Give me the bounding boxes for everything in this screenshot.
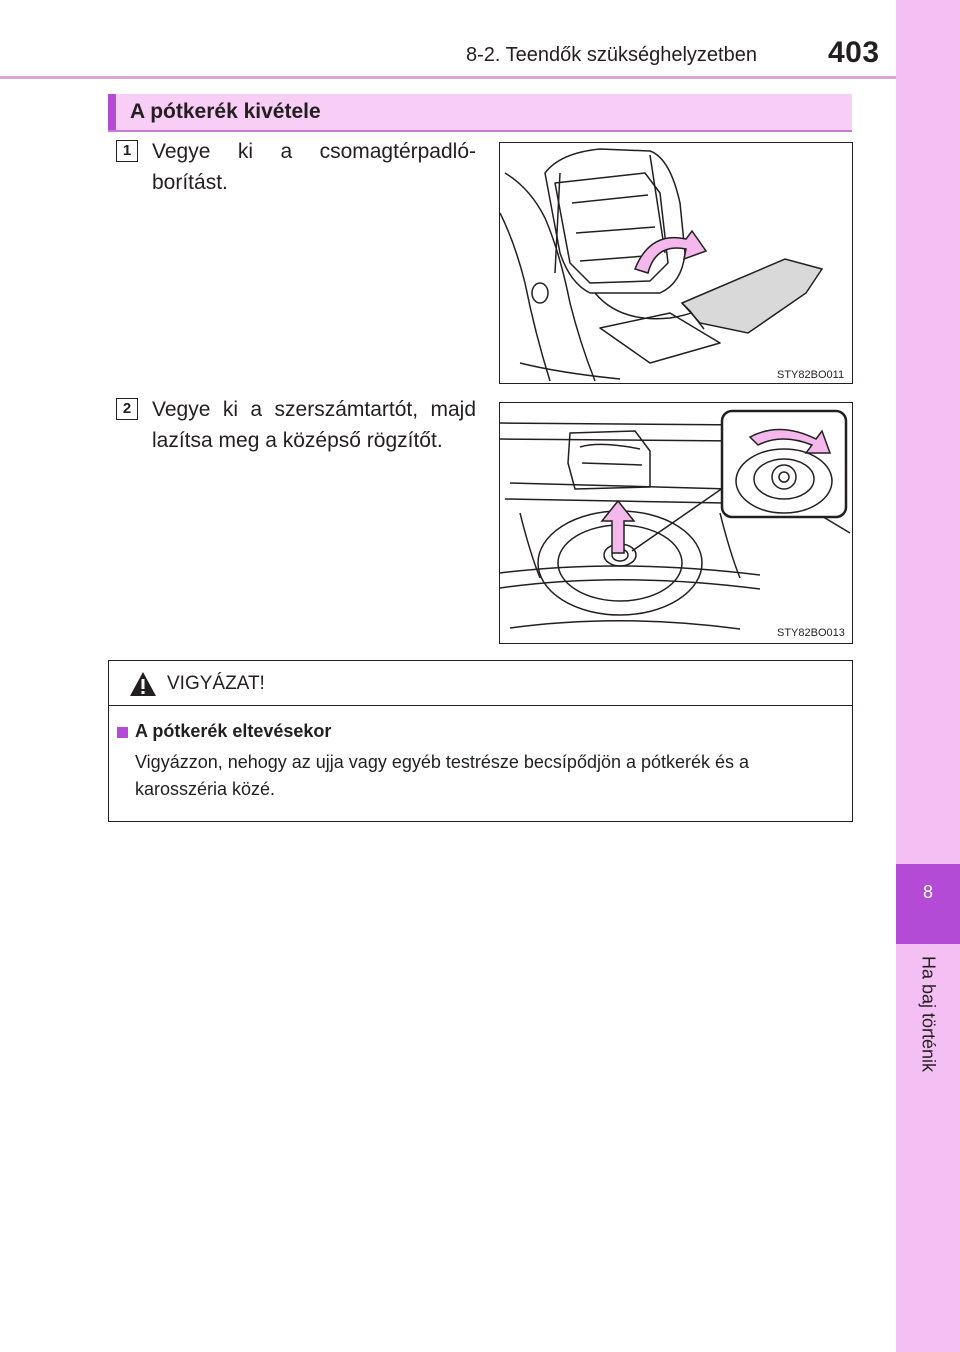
page-number: 403 xyxy=(828,36,880,69)
figure-trunk-floor-cover xyxy=(499,142,853,384)
figure-code-1: STY82BO011 xyxy=(777,369,845,381)
warning-title: VIGYÁZAT! xyxy=(167,673,265,694)
warning-header xyxy=(109,661,852,706)
section-title: A pótkerék kivétele xyxy=(130,100,321,123)
step-text-1: Vegye ki a csomagtérpadló-borítást. xyxy=(152,140,476,194)
step-number-2: 2 xyxy=(116,398,138,420)
figure-spare-tire-fastener xyxy=(499,402,853,644)
chapter-side-tab xyxy=(896,0,960,1352)
chapter-label: Ha baj történik xyxy=(918,956,939,1073)
warning-subheading: A pótkerék eltevésekor xyxy=(135,721,332,741)
chapter-number-tab xyxy=(896,864,960,944)
spare-tire-illustration xyxy=(500,403,852,643)
section-banner-underline xyxy=(108,130,852,132)
warning-box xyxy=(108,660,853,822)
chapter-number: 8 xyxy=(922,882,933,902)
warning-bullet-square xyxy=(117,727,128,738)
warning-body-text: Vigyázzon, nehogy az ujja vagy egyéb testrésze becsípődjön a pótkerék és a karosszéria közé. xyxy=(135,752,750,799)
header-section-title: 8-2. Teendők szükséghelyzetben xyxy=(466,44,757,66)
section-banner xyxy=(108,94,852,130)
warning-triangle-icon xyxy=(129,671,157,697)
step-number-1: 1 xyxy=(116,140,138,162)
header-divider xyxy=(0,76,896,79)
step-text-2: Vegye ki a szerszámtartót, majd lazítsa meg a középső rögzítőt. xyxy=(152,398,476,452)
figure-code-2: STY82BO013 xyxy=(777,627,845,639)
trunk-floor-illustration xyxy=(500,143,852,383)
section-banner-accent xyxy=(108,94,116,130)
